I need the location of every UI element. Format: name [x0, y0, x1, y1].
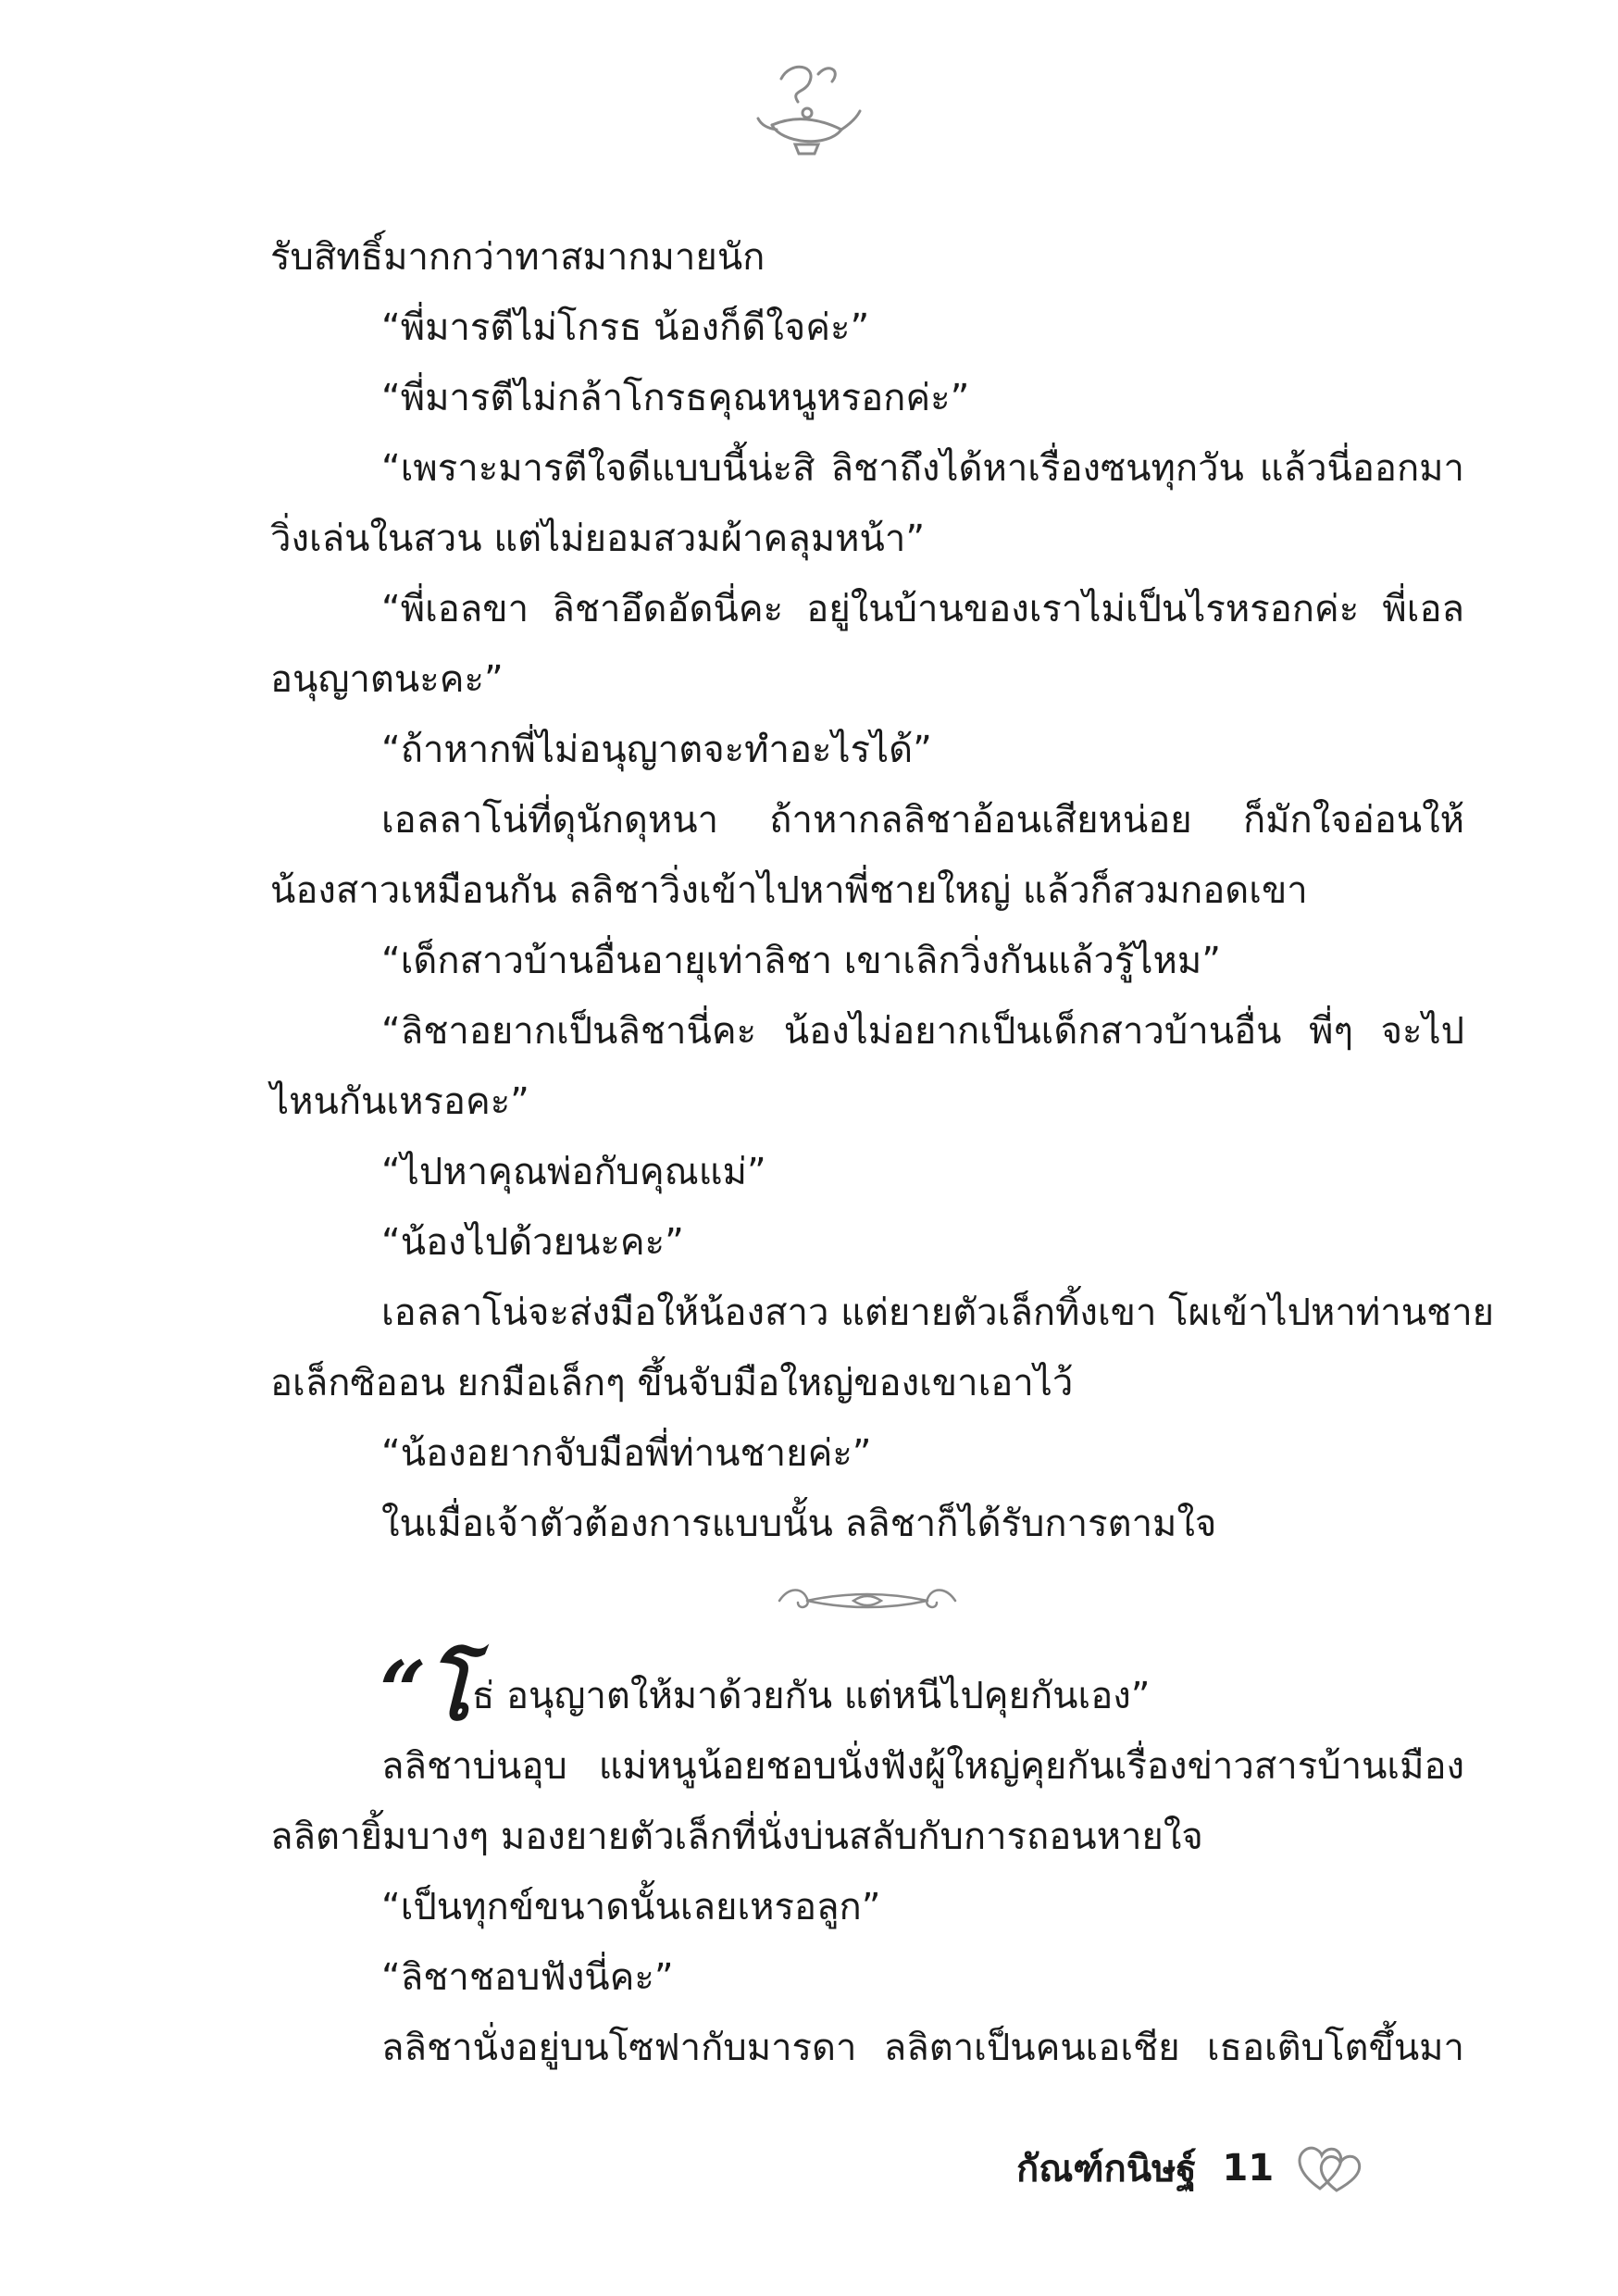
text-line: น้องสาวเหมือนกัน ลลิชาวิ่งเข้าไปหาพี่ชายใหญ่ แล้วก็สวมกอดเขา: [270, 869, 1308, 912]
author-name: กัณฑ์กนิษฐ์: [1016, 2148, 1197, 2190]
body-text: [270, 222, 1495, 2083]
genie-lamp-icon: [753, 56, 865, 167]
page-number: 11: [1222, 2147, 1275, 2190]
text-line: “น้องอยากจับมือพี่ท่านชายค่ะ”: [381, 1432, 872, 1475]
text-line: “พี่มารตีไม่กล้าโกรธคุณหนูหรอกค่ะ”: [381, 377, 970, 419]
dropcap-rest: ธ่ อนุญาตให้มาด้วยกัน แต่หนีไปคุยกันเอง”: [471, 1675, 1151, 1717]
page-footer: [1016, 2140, 1364, 2196]
paragraph-block-1: [270, 222, 1495, 1559]
paragraph-block-2: [270, 1731, 1464, 2083]
hearts-icon: [1294, 2140, 1364, 2196]
text-line: “ลิชาชอบฟังนี่คะ”: [381, 1956, 674, 1999]
text-line: “ไปหาคุณพ่อกับคุณแม่”: [381, 1151, 766, 1193]
text-line: “พี่เอลขา ลิชาอึดอัดนี่คะ อยู่ในบ้านของเราไม่เป็นไรหรอกค่ะ พี่เอล: [381, 588, 1464, 630]
dropcap-paragraph: [270, 1642, 1464, 1739]
text-line: ลลิชาบ่นอุบ แม่หนูน้อยชอบนั่งฟังผู้ใหญ่คุยกันเรื่องข่าวสารบ้านเมือง: [381, 1745, 1464, 1788]
flourish-divider-icon: [770, 1582, 965, 1619]
text-line: เอลลาโน่จะส่งมือให้น้องสาว แต่ยายตัวเล็กทิ้งเขา โผเข้าไปหาท่านชาย: [381, 1292, 1495, 1334]
text-line: อนุญาตนะคะ”: [270, 658, 504, 701]
text-line: ลลิชานั่งอยู่บนโซฟากับมารดา ลลิตาเป็นคนเอเชีย เธอเติบโตขึ้นมา: [381, 2027, 1464, 2069]
text-line: “ถ้าหากพี่ไม่อนุญาตจะทำอะไรได้”: [381, 729, 932, 771]
text-line: อเล็กซิออน ยกมือเล็กๆ ขึ้นจับมือใหญ่ของเขาเอาไว้: [270, 1362, 1074, 1404]
text-line: วิ่งเล่นในสวน แต่ไม่ยอมสวมผ้าคลุมหน้า”: [270, 518, 926, 560]
text-line: รับสิทธิ์มากกว่าทาสมากมายนัก: [270, 236, 765, 279]
text-line: “พี่มารตีไม่โกรธ น้องก็ดีใจค่ะ”: [381, 306, 870, 349]
text-line: “เป็นทุกข์ขนาดนั้นเลยเหรอลูก”: [381, 1886, 881, 1928]
dropcap-letter: “โ: [380, 1642, 470, 1739]
text-line: เอลลาโน่ที่ดุนักดุหนา ถ้าหากลลิชาอ้อนเสียหน่อย ก็มักใจอ่อนให้: [381, 799, 1464, 842]
text-line: “ลิชาอยากเป็นลิชานี่คะ น้องไม่อยากเป็นเด็กสาวบ้านอื่น พี่ๆ จะไป: [381, 1010, 1464, 1053]
text-line: “น้องไปด้วยนะคะ”: [381, 1221, 684, 1264]
text-line: “เด็กสาวบ้านอื่นอายุเท่าลิชา เขาเลิกวิ่งกันแล้วรู้ไหม”: [381, 940, 1221, 982]
text-line: ไหนกันเหรอคะ”: [270, 1080, 529, 1123]
text-line: ลลิตายิ้มบางๆ มองยายตัวเล็กที่นั่งบ่นสลับกับการถอนหายใจ: [270, 1816, 1203, 1858]
text-line: ในเมื่อเจ้าตัวต้องการแบบนั้น ลลิชาก็ได้รับการตามใจ: [381, 1503, 1217, 1545]
text-line: “เพราะมารตีใจดีแบบนี้น่ะสิ ลิชาถึงได้หาเรื่องซนทุกวัน แล้วนี่ออกมา: [381, 447, 1464, 490]
section-divider: [270, 1559, 1464, 1642]
